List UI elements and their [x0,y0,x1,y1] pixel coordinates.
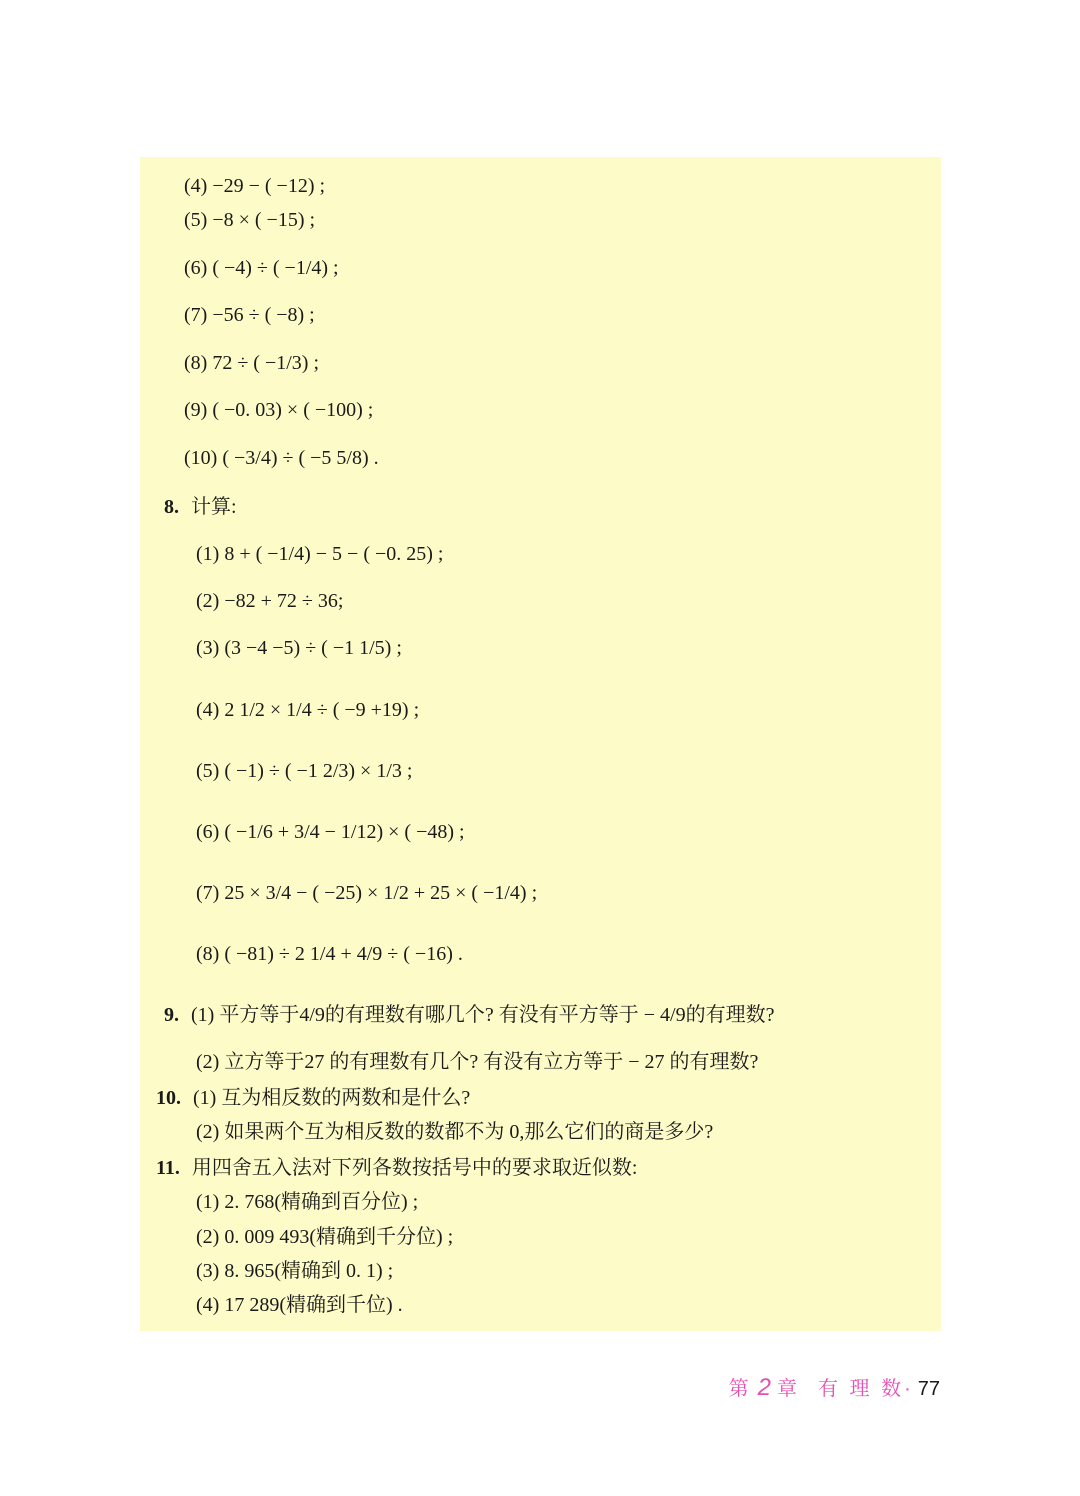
chapter-title: 有 理 数 [817,1378,905,1400]
p8-item-7-text: (7) 25 × 3/4 − ( −25) × 1/2 + 25 × ( −1/4) ; [196,882,538,904]
page-footer [729,1372,940,1402]
footer-dot: · [904,1378,914,1400]
p7-item-9-text: (9) ( −0. 03) × ( −100) ; [184,399,374,421]
p11-item-4 [196,1282,403,1328]
problem-9-number: 9. [164,1004,179,1026]
p11-item-3-text: (3) 8. 965(精确到 0. 1) ; [196,1260,394,1282]
p8-item-3 [196,625,402,671]
p11-item-4-text: (4) 17 289(精确到千位) . [196,1294,403,1316]
p7-item-8 [184,340,319,386]
problem-8-heading [164,484,237,530]
p11-item-2-text: (2) 0. 009 493(精确到千分位) ; [196,1226,454,1248]
p7-item-10 [184,435,379,481]
p8-item-2-text: (2) −82 + 72 ÷ 36; [196,590,344,612]
p8-item-1 [196,531,443,577]
p11-item-1-text: (1) 2. 768(精确到百分位) ; [196,1191,419,1213]
p7-item-10-text: (10) ( −3/4) ÷ ( −5 5/8) . [184,447,379,469]
p7-item-5 [184,197,315,243]
problem-11-title: 用四舍五入法对下列各数按括号中的要求取近似数: [191,1157,638,1179]
p8-item-6-text: (6) ( −1/6 + 3/4 − 1/12) × ( −48) ; [196,821,465,843]
p8-item-8 [196,931,463,977]
exercise-panel [140,157,941,1331]
problem-11-number: 11. [156,1157,180,1179]
p8-item-4 [196,687,419,733]
p8-item-1-text: (1) 8 + ( −1/4) − 5 − ( −0. 25) ; [196,543,444,565]
p8-item-5 [196,748,412,794]
page-number: 77 [917,1378,940,1400]
problem-10-number: 10. [156,1087,181,1109]
p8-item-8-text: (8) ( −81) ÷ 2 1/4 + 4/9 ÷ ( −16) . [196,943,463,965]
p8-item-3-text: (3) (3 −4 −5) ÷ ( −1 1/5) ; [196,637,402,659]
p8-item-7 [196,870,537,916]
p7-item-5-text: (5) −8 × ( −15) ; [184,209,316,231]
p9-item-1 [164,992,774,1038]
p8-item-6 [196,809,465,855]
p10-item-1-text: (1) 互为相反数的两数和是什么? [193,1087,471,1109]
p7-item-7-text: (7) −56 ÷ ( −8) ; [184,304,315,326]
p7-item-9 [184,387,373,433]
p8-item-5-text: (5) ( −1) ÷ ( −1 2/3) × 1/3 ; [196,760,413,782]
problem-8-title: 计算: [191,496,237,518]
p7-item-4-text: (4) −29 − ( −12) ; [184,175,326,197]
problem-8-number: 8. [164,496,179,518]
p10-item-2-text: (2) 如果两个互为相反数的数都不为 0,那么它们的商是多少? [196,1121,714,1143]
chapter-number: 2 [757,1374,771,1401]
p8-item-4-text: (4) 2 1/2 × 1/4 ÷ ( −9 +19) ; [196,699,420,721]
chapter-prefix: 第 [728,1378,752,1400]
chapter-suffix: 章 [776,1378,800,1400]
p9-item-1-text: (1) 平方等于4/9的有理数有哪几个? 有没有平方等于 − 4/9的有理数? [191,1004,775,1026]
p7-item-6 [184,245,339,291]
p7-item-8-text: (8) 72 ÷ ( −1/3) ; [184,352,320,374]
p9-item-2-text: (2) 立方等于27 的有理数有几个? 有没有立方等于 − 27 的有理数? [196,1051,759,1073]
p7-item-6-text: (6) ( −4) ÷ ( −1/4) ; [184,257,339,279]
p7-item-7 [184,292,315,338]
p8-item-2 [196,578,343,624]
